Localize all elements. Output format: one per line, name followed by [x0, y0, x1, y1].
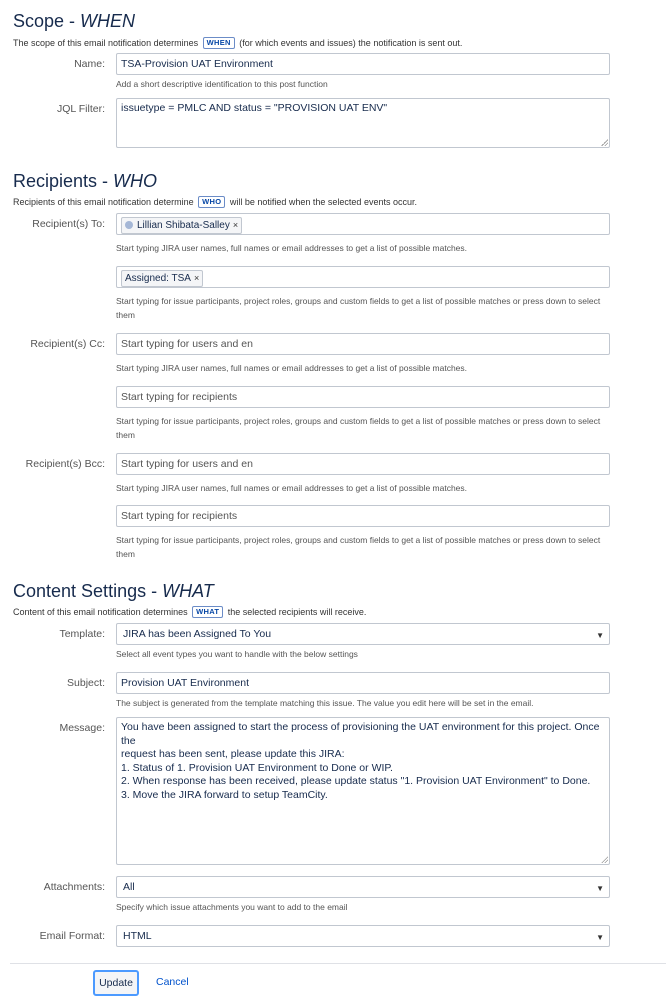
template-hint: Select all event types you want to handle with the below settings — [116, 649, 358, 659]
recipients-cc-label: Recipient(s) Cc: — [30, 338, 105, 350]
cancel-link[interactable]: Cancel — [156, 976, 189, 988]
recipients-to-users-input[interactable] — [116, 213, 610, 235]
chevron-down-icon: ▼ — [596, 933, 604, 942]
email-format-label: Email Format: — [39, 930, 105, 942]
to-fields-hint: Start typing for issue participants, project roles, groups and custom fields to get a list of possible matches or press down to select them — [116, 296, 601, 320]
template-label: Template: — [59, 628, 105, 640]
jql-filter-value: issuetype = PMLC AND status = "PROVISION UAT ENV" — [121, 102, 388, 114]
message-label: Message: — [59, 722, 105, 734]
recipients-desc-post: will be notified when the selected events occur. — [229, 197, 417, 207]
name-hint: Add a short descriptive identification to this post function — [116, 79, 328, 89]
content-heading — [13, 581, 214, 602]
subject-hint: The subject is generated from the template matching this issue. The value you edit here will be set in the email. — [116, 698, 534, 708]
recipients-bcc-fields-input[interactable]: Start typing for recipients — [116, 505, 610, 527]
scope-desc-post: (for which events and issues) the notification is sent out. — [239, 38, 463, 48]
recipients-to-fields-input[interactable] — [116, 266, 610, 288]
attachments-hint: Specify which issue attachments you want to add to the email — [116, 902, 348, 912]
cc-fields-hint: Start typing for issue participants, project roles, groups and custom fields to get a list of possible matches or press down to select them — [116, 416, 601, 440]
resize-handle-icon[interactable] — [601, 139, 608, 146]
user-avatar-icon — [125, 221, 133, 229]
bcc-fields-hint: Start typing for issue participants, project roles, groups and custom fields to get a list of possible matches or press down to select them — [116, 535, 601, 559]
who-lozenge: WHO — [198, 196, 225, 208]
attachments-selected-value: All — [123, 881, 135, 893]
subject-label: Subject: — [67, 677, 105, 689]
jql-filter-textarea[interactable] — [116, 98, 610, 148]
recipients-heading-em: WHO — [113, 171, 158, 191]
message-line: You have been assigned to start the process of provisioning the UAT environment for this project. Once the — [121, 721, 600, 747]
name-label: Name: — [74, 58, 105, 70]
message-line: 1. Status of 1. Provision UAT Environment to Done or WIP. — [121, 761, 393, 774]
recipients-heading — [13, 171, 157, 192]
recipients-cc-fields-input[interactable]: Start typing for recipients — [116, 386, 610, 408]
template-select[interactable] — [116, 623, 610, 645]
email-format-selected-value: HTML — [123, 930, 152, 942]
email-format-select[interactable] — [116, 925, 610, 947]
recipients-description — [13, 196, 417, 208]
message-textarea[interactable] — [116, 717, 610, 865]
recipients-to-label: Recipient(s) To: — [32, 218, 105, 230]
field-token — [121, 270, 203, 287]
content-heading-text: Content Settings - — [13, 581, 163, 601]
to-users-hint: Start typing JIRA user names, full names or email addresses to get a list of possible matches. — [116, 243, 468, 253]
user-token-label: Lillian Shibata-Salley — [137, 220, 230, 231]
recipients-heading-text: Recipients - — [13, 171, 114, 191]
what-lozenge: WHAT — [192, 606, 223, 618]
jql-filter-label: JQL Filter: — [56, 103, 105, 115]
message-line: request has been sent, please update this JIRA: — [121, 748, 345, 760]
message-line: 2. When response has been received, please update status "1. Provision UAT Environment" to Done. — [121, 775, 591, 787]
remove-token-icon[interactable]: × — [232, 220, 239, 230]
user-token — [121, 217, 242, 234]
resize-handle-icon[interactable] — [601, 856, 608, 863]
attachments-label: Attachments: — [43, 881, 105, 893]
scope-heading-text: Scope - — [13, 11, 81, 31]
scope-desc-pre: The scope of this email notification determines — [13, 38, 199, 48]
footer-divider — [10, 963, 666, 964]
message-line: 3. Move the JIRA forward to setup TeamCity. — [121, 788, 328, 801]
remove-token-icon[interactable]: × — [193, 273, 200, 283]
recipients-bcc-users-input[interactable]: Start typing for users and en — [116, 453, 610, 475]
subject-input[interactable]: Provision UAT Environment — [116, 672, 610, 694]
recipients-cc-users-input[interactable]: Start typing for users and en — [116, 333, 610, 355]
content-description — [13, 606, 366, 618]
field-token-label: Assigned: TSA — [125, 273, 191, 284]
scope-heading — [13, 11, 135, 32]
when-lozenge: WHEN — [203, 37, 235, 49]
bcc-users-hint: Start typing JIRA user names, full names or email addresses to get a list of possible matches. — [116, 483, 468, 493]
content-desc-pre: Content of this email notification determines — [13, 607, 188, 617]
update-button[interactable]: Update — [93, 970, 139, 996]
recipients-desc-pre: Recipients of this email notification determine — [13, 197, 194, 207]
chevron-down-icon: ▼ — [596, 631, 604, 640]
cc-users-hint: Start typing JIRA user names, full names or email addresses to get a list of possible matches. — [116, 363, 468, 373]
template-selected-value: JIRA has been Assigned To You — [123, 628, 272, 640]
scope-description — [13, 37, 462, 49]
recipients-bcc-label: Recipient(s) Bcc: — [25, 458, 105, 470]
name-input[interactable]: TSA-Provision UAT Environment — [116, 53, 610, 75]
chevron-down-icon: ▼ — [596, 884, 604, 893]
content-heading-em: WHAT — [162, 581, 214, 601]
content-desc-post: the selected recipients will receive. — [227, 607, 367, 617]
scope-heading-em: WHEN — [80, 11, 136, 31]
attachments-select[interactable] — [116, 876, 610, 898]
